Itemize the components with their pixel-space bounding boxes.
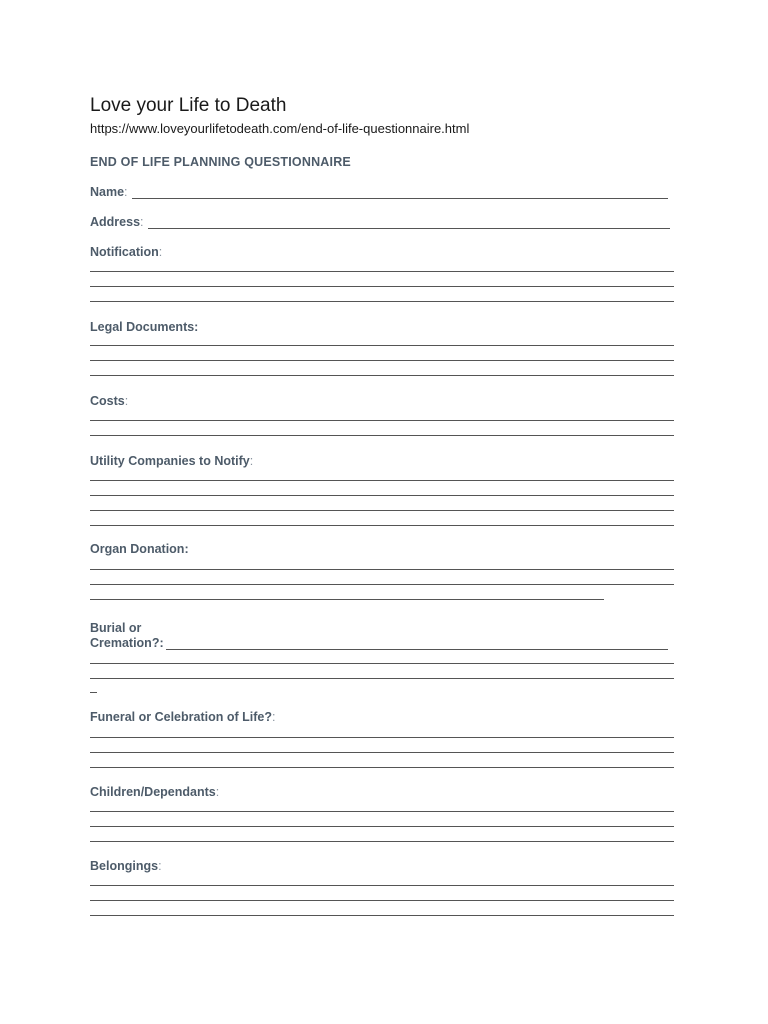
organ-donation-line-3[interactable] — [90, 599, 604, 600]
children-line-1[interactable] — [90, 811, 674, 812]
notification-line-2[interactable] — [90, 286, 674, 287]
burial-line-2[interactable] — [90, 678, 674, 679]
utility-line-3[interactable] — [90, 510, 674, 511]
belongings-line-3[interactable] — [90, 915, 674, 916]
legal-documents-line-1[interactable] — [90, 345, 674, 346]
notification-label: Notification: — [90, 245, 163, 259]
organ-donation-label: Organ Donation: — [90, 542, 189, 556]
organ-donation-line-2[interactable] — [90, 584, 674, 585]
address-label: Address: — [90, 215, 144, 229]
burial-line-1[interactable] — [90, 663, 674, 664]
utility-line-2[interactable] — [90, 495, 674, 496]
funeral-line-3[interactable] — [90, 767, 674, 768]
costs-line-1[interactable] — [90, 420, 674, 421]
legal-documents-line-2[interactable] — [90, 360, 674, 361]
children-label: Children/Dependants: — [90, 785, 220, 799]
children-line-2[interactable] — [90, 826, 674, 827]
notification-line-1[interactable] — [90, 271, 674, 272]
costs-label: Costs: — [90, 394, 129, 408]
utility-companies-label: Utility Companies to Notify: — [90, 454, 254, 468]
costs-line-2[interactable] — [90, 435, 674, 436]
address-field-line[interactable] — [148, 228, 670, 229]
funeral-line-2[interactable] — [90, 752, 674, 753]
burial-line-stub[interactable] — [90, 692, 97, 693]
funeral-label: Funeral or Celebration of Life?: — [90, 710, 276, 724]
funeral-line-1[interactable] — [90, 737, 674, 738]
legal-documents-label: Legal Documents: — [90, 320, 199, 334]
cremation-field-line[interactable] — [166, 649, 668, 650]
notification-line-3[interactable] — [90, 301, 674, 302]
belongings-label: Belongings: — [90, 859, 162, 873]
name-label: Name: — [90, 185, 128, 199]
legal-documents-line-3[interactable] — [90, 375, 674, 376]
belongings-line-2[interactable] — [90, 900, 674, 901]
utility-line-1[interactable] — [90, 480, 674, 481]
organ-donation-line-1[interactable] — [90, 569, 674, 570]
site-title: Love your Life to Death — [90, 95, 287, 116]
site-url: https://www.loveyourlifetodeath.com/end-of-life-questionnaire.html — [90, 121, 470, 136]
burial-label: Burial or — [90, 621, 142, 635]
children-line-3[interactable] — [90, 841, 674, 842]
belongings-line-1[interactable] — [90, 885, 674, 886]
name-field-line[interactable] — [132, 198, 668, 199]
form-heading: END OF LIFE PLANNING QUESTIONNAIRE — [90, 155, 351, 169]
cremation-label: Cremation?: — [90, 636, 164, 650]
utility-line-4[interactable] — [90, 525, 674, 526]
